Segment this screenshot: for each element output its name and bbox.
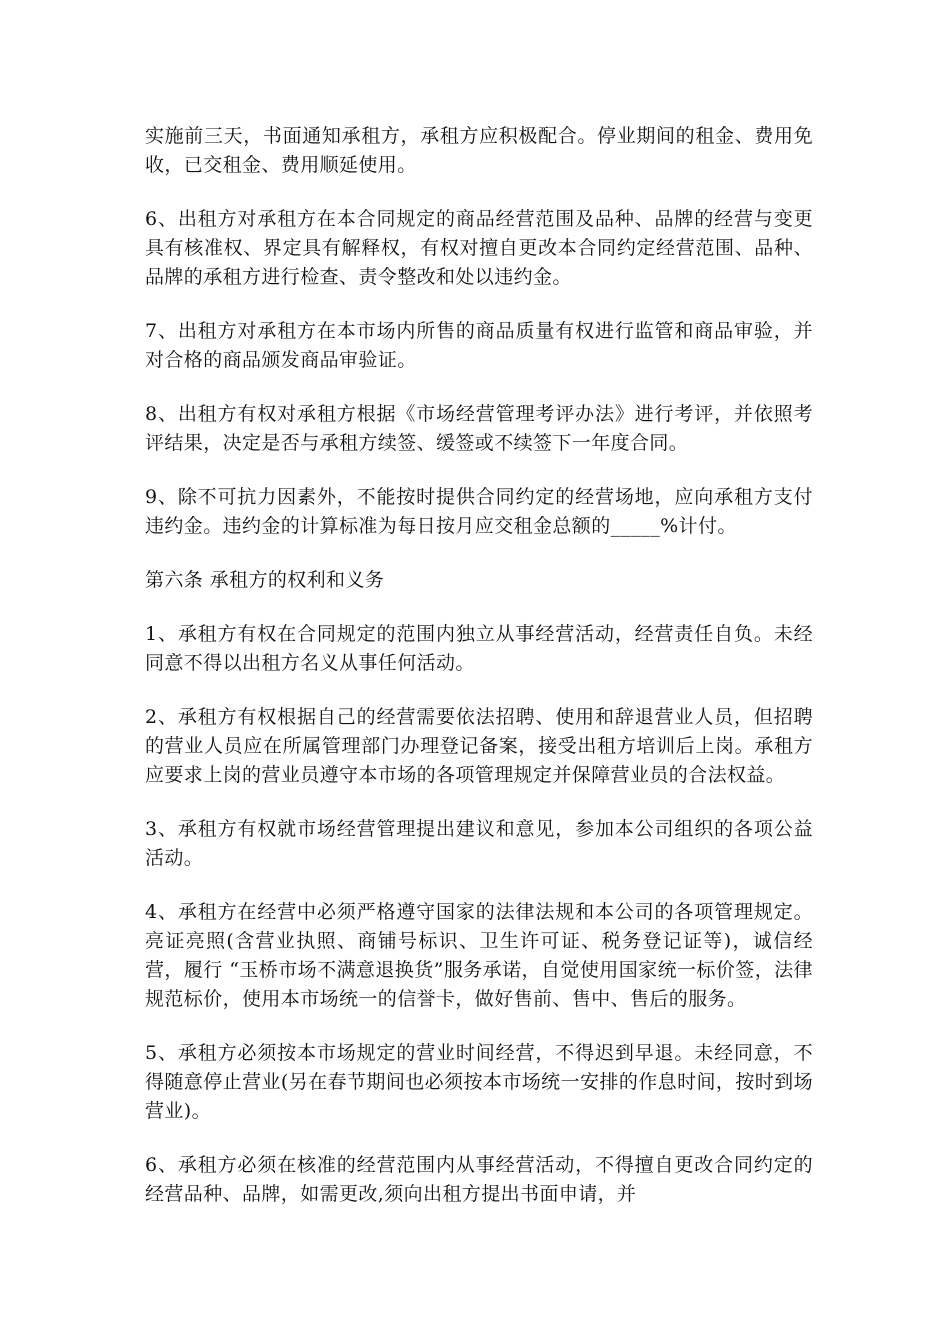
paragraph-lessee-clause-3: 3、承租方有权就市场经营管理提出建议和意见，参加本公司组织的各项公益活动。: [145, 818, 813, 869]
paragraph-lessor-clause-8: 8、出租方有权对承租方根据《市场经营管理考评办法》进行考评，并依照考评结果，决定是否与承租方续签、缓签或不续签下一年度合同。: [145, 403, 813, 454]
paragraph-lessee-clause-6: 6、承租方必须在核准的经营范围内从事经营活动，不得擅自更改合同约定的经营品种、品牌，如需更改,须向出租方提出书面申请，并: [145, 1154, 813, 1205]
paragraph-lessor-clause-6: 6、出租方对承租方在本合同规定的商品经营范围及品种、品牌的经营与变更具有核准权、界定具有解释权，有权对擅自更改本合同约定经营范围、品种、品牌的承租方进行检查、责令整改和处以违约金。: [145, 208, 813, 288]
paragraph-lessee-clause-4: 4、承租方在经营中必须严格遵守国家的法律法规和本公司的各项管理规定。亮证亮照(含营业执照、商铺号标识、卫生许可证、税务登记证等)，诚信经营，履行 “玉桥市场不满意退换货”服务承诺，自觉使用国家统一标价签，法律规范标价，使用本市场统一的信誉卡，做好售前、售中、售后的服务。: [145, 901, 813, 1010]
paragraph-lessor-clause-7: 7、出租方对承租方在本市场内所售的商品质量有权进行监管和商品审验，并对合格的商品颁发商品审验证。: [145, 320, 813, 371]
paragraph-lessee-clause-1: 1、承租方有权在合同规定的范围内独立从事经营活动，经营责任自负。未经同意不得以出租方名义从事任何活动。: [145, 623, 813, 674]
document-body: [145, 122, 813, 1234]
paragraph-lessee-clause-2: 2、承租方有权根据自己的经营需要依法招聘、使用和辞退营业人员，但招聘的营业人员应在所属管理部门办理登记备案，接受出租方培训后上岗。承租方应要求上岗的营业员遵守本市场的各项管理规定并保障营业员的合法权益。: [145, 706, 813, 786]
paragraph-lessee-clause-5: 5、承租方必须按本市场规定的营业时间经营，不得迟到早退。未经同意，不得随意停止营业(另在春节期间也必须按本市场统一安排的作息时间，按时到场营业)。: [145, 1042, 813, 1122]
section-heading-article-6: 第六条 承租方的权利和义务: [145, 569, 385, 591]
paragraph-continuation: 实施前三天，书面通知承租方，承租方应积极配合。停业期间的租金、费用免收，已交租金、费用顺延使用。: [145, 125, 813, 176]
paragraph-lessor-clause-9: 9、除不可抗力因素外，不能按时提供合同约定的经营场地，应向承租方支付违约金。违约金的计算标准为每日按月应交租金总额的_____%计付。: [145, 486, 813, 537]
